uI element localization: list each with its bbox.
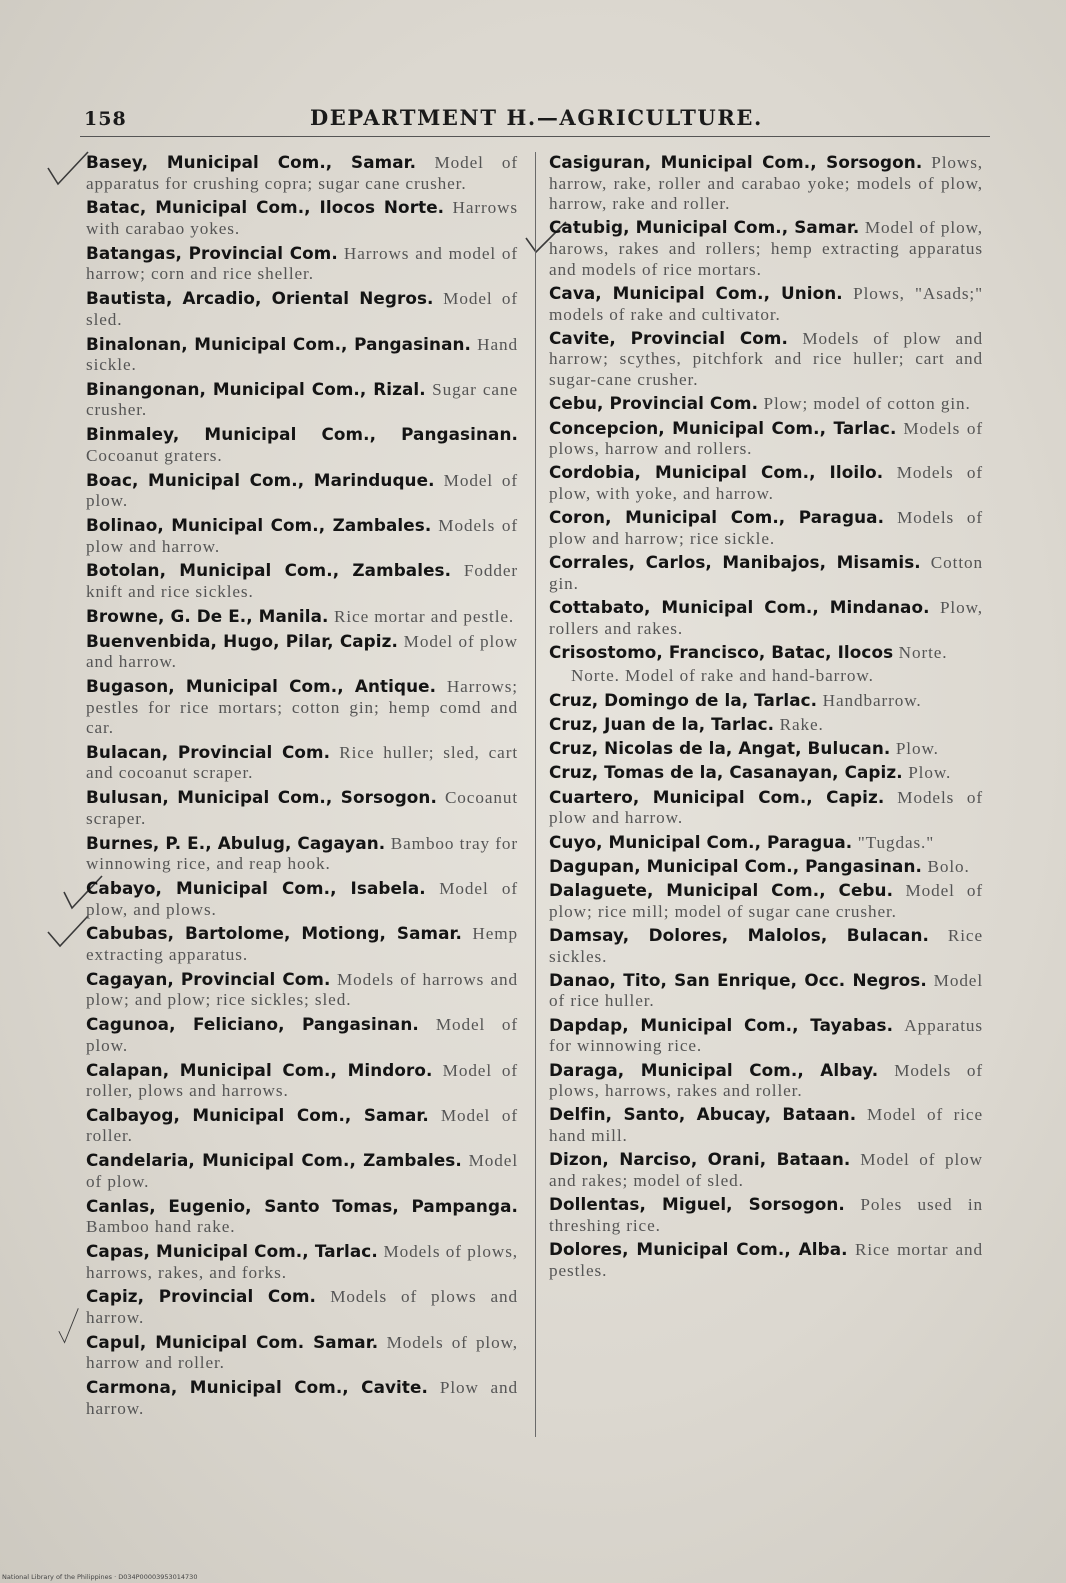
index-entry <box>86 787 518 829</box>
index-entry <box>549 1060 983 1102</box>
index-entry <box>86 334 518 376</box>
entry-exhibitor: Bulusan, Municipal Com., Sorsogon. <box>86 787 437 808</box>
entry-exhibitor: Coron, Municipal Com., Paragua. <box>549 507 885 528</box>
entry-exhibit-description: Models of plow, harrow and roller. <box>86 1332 518 1373</box>
index-entry <box>86 1150 518 1192</box>
entry-exhibitor: Concepcion, Municipal Com., Tarlac. <box>549 417 897 438</box>
index-entry <box>549 1194 983 1236</box>
entry-exhibit-description: Models of plow and harrow. <box>549 787 984 828</box>
handwritten-checkmark-icon <box>46 914 90 954</box>
entry-exhibitor: Corrales, Carlos, Manibajos, Misamis. <box>549 552 921 573</box>
entry-exhibitor: Boac, Municipal Com., Marinduque. <box>86 469 435 490</box>
entry-exhibit-description: Norte. Model of rake and hand-barrow. <box>571 666 874 686</box>
entry-exhibit-description: Bamboo tray for winnowing rice, and reap hook. <box>86 833 518 874</box>
index-entry <box>549 328 983 391</box>
entry-exhibitor: Binmaley, Municipal Com., Pangasinan. <box>86 424 518 445</box>
entry-exhibit-description: Model of roller. <box>86 1105 518 1146</box>
entry-exhibit-description: Hand sickle. <box>86 334 518 375</box>
index-entry <box>86 1196 518 1238</box>
entry-exhibit-description: Model of plow and rakes; model of sled. <box>549 1150 983 1190</box>
entry-exhibit-description: Norte. <box>898 642 948 662</box>
index-entry <box>549 552 983 594</box>
index-entry <box>86 969 518 1011</box>
entry-exhibitor: Cabubas, Bartolome, Motiong, Samar. <box>86 923 462 944</box>
entry-exhibitor: Candelaria, Municipal Com., Zambales. <box>86 1150 462 1171</box>
entry-exhibit-description: Models of plow and harrow; scythes, pitchfork and rice huller; cart and sugar-cane crusher. <box>549 328 983 389</box>
entry-exhibitor: Bulacan, Provincial Com. <box>86 741 331 762</box>
entry-exhibit-description: Models of plows, harrow and rollers. <box>549 418 983 459</box>
index-entry <box>549 418 983 460</box>
left-column <box>86 152 518 1423</box>
index-entry <box>549 714 983 736</box>
entry-exhibitor: Capiz, Provincial Com. <box>86 1286 317 1307</box>
entry-exhibit-description: Poles used in threshing rice. <box>549 1195 984 1235</box>
entry-exhibitor: Dollentas, Miguel, Sorsogon. <box>549 1194 845 1215</box>
entry-exhibitor: Carmona, Municipal Com., Cavite. <box>86 1377 428 1398</box>
entry-exhibitor: Cruz, Nicolas de la, Angat, Bulucan. <box>549 738 891 759</box>
entry-exhibitor: Dolores, Municipal Com., Alba. <box>549 1239 848 1260</box>
entry-exhibitor: Canlas, Eugenio, Santo Tomas, Pampanga. <box>86 1195 518 1216</box>
entry-exhibit-description: Plow, rollers and rakes. <box>549 598 983 638</box>
index-entry <box>86 1014 518 1056</box>
entry-exhibit-description: Model of plow; rice mill; model of sugar cane crusher. <box>549 881 984 921</box>
entry-exhibitor: Cottabato, Municipal Com., Mindanao. <box>549 597 930 618</box>
entry-exhibit-description: Cotton gin. <box>549 553 983 593</box>
entry-exhibit-description: Model of plow. <box>86 1015 518 1055</box>
entry-exhibit-description: Models of harrows and plow; and plow; rice sickles; sled. <box>86 969 518 1010</box>
index-entry <box>86 197 518 239</box>
entry-exhibit-description: Plow; model of cotton gin. <box>763 394 971 414</box>
index-entry <box>549 856 983 878</box>
index-entry <box>549 666 983 687</box>
entry-exhibit-description: Models of plows and harrow. <box>86 1287 518 1327</box>
index-entry <box>86 1286 518 1328</box>
page-number: 158 <box>84 108 127 130</box>
index-entry <box>86 676 518 739</box>
entry-exhibitor: Capas, Municipal Com., Tarlac. <box>86 1241 378 1261</box>
entry-exhibitor: Buenvenbida, Hugo, Pilar, Capiz. <box>86 630 398 651</box>
entry-exhibit-description: Model of rice hand mill. <box>549 1105 983 1146</box>
entry-exhibitor: Cabayo, Municipal Com., Isabela. <box>86 878 426 898</box>
index-entry <box>549 738 983 760</box>
entry-exhibitor: Cebu, Provincial Com. <box>549 393 759 414</box>
entry-exhibit-description: Harrows and model of harrow; corn and rice sheller. <box>86 243 518 284</box>
index-entry <box>86 152 518 194</box>
entry-exhibitor: Bolinao, Municipal Com., Zambales. <box>86 515 432 535</box>
entry-exhibitor: Binalonan, Municipal Com., Pangasinan. <box>86 333 472 354</box>
index-entry <box>549 642 983 664</box>
entry-exhibit-description: "Tugdas." <box>857 832 935 852</box>
entry-exhibit-description: Models of plow and harrow; rice sickle. <box>549 508 984 548</box>
right-column <box>549 152 983 1284</box>
entry-exhibitor: Browne, G. De E., Manila. <box>86 605 329 626</box>
index-entry <box>86 424 518 466</box>
entry-exhibitor: Cruz, Tomas de la, Casanayan, Capiz. <box>549 762 903 783</box>
index-entry <box>549 970 983 1012</box>
entry-exhibitor: Danao, Tito, San Enrique, Occ. Negros. <box>549 969 927 990</box>
entry-exhibitor: Cavite, Provincial Com. <box>549 327 788 348</box>
entry-exhibitor: Catubig, Municipal Com., Samar. <box>549 217 860 238</box>
index-entry <box>549 1239 983 1281</box>
entry-exhibit-description: Plow and harrow. <box>86 1378 518 1418</box>
entry-exhibitor: Batac, Municipal Com., Ilocos Norte. <box>86 197 445 218</box>
entry-exhibit-description: Models of plow and harrow. <box>86 516 519 556</box>
entry-exhibit-description: Model of apparatus for crushing copra; sugar cane crusher. <box>86 153 518 193</box>
entry-exhibit-description: Rice sickles. <box>549 925 983 966</box>
entry-exhibitor: Cruz, Domingo de la, Tarlac. <box>549 689 818 710</box>
index-entry <box>549 690 983 712</box>
entry-exhibit-description: Hemp extracting apparatus. <box>86 924 518 964</box>
index-entry <box>86 288 518 330</box>
index-entry <box>549 1149 983 1191</box>
handwritten-checkmark-icon <box>46 150 90 190</box>
entry-exhibit-description: Cocoanut scraper. <box>86 788 519 828</box>
column-divider <box>535 152 536 1437</box>
index-entry <box>86 515 518 557</box>
handwritten-checkmark-icon <box>46 1306 90 1346</box>
entry-exhibitor: Basey, Municipal Com., Samar. <box>86 152 417 172</box>
index-entry <box>549 507 983 549</box>
entry-exhibitor: Binangonan, Municipal Com., Rizal. <box>86 378 426 399</box>
index-entry <box>86 1060 518 1102</box>
index-entry <box>86 243 518 285</box>
index-entry <box>549 152 983 215</box>
entry-exhibit-description: Harrows; pestles for rice mortars; cotton gin; hemp comd and car. <box>86 676 518 738</box>
index-entry <box>549 597 983 639</box>
page-header <box>80 104 990 137</box>
index-entry <box>86 923 518 965</box>
entry-exhibitor: Cuartero, Municipal Com., Capiz. <box>549 786 885 807</box>
entry-exhibitor: Bugason, Municipal Com., Antique. <box>86 675 437 696</box>
entry-exhibitor: Dapdap, Municipal Com., Tayabas. <box>549 1014 894 1035</box>
entry-exhibit-description: Model of plow and harrow. <box>86 631 518 672</box>
entry-exhibit-description: Rice huller; sled, cart and cocoanut scraper. <box>86 742 518 783</box>
index-entry <box>86 631 518 673</box>
entry-exhibitor: Calbayog, Municipal Com., Samar. <box>86 1104 429 1125</box>
entry-exhibitor: Cruz, Juan de la, Tarlac. <box>549 713 775 734</box>
index-entry <box>86 833 518 875</box>
entry-exhibit-description: Cocoanut graters. <box>86 445 223 465</box>
index-entry <box>549 832 983 854</box>
index-entry <box>86 379 518 421</box>
entry-exhibitor: Burnes, P. E., Abulug, Cagayan. <box>86 832 386 853</box>
index-entry <box>549 1104 983 1146</box>
entry-exhibit-description: Model of plow, harows, rakes and rollers; hemp extracting apparatus and models of rice mortars. <box>549 218 983 279</box>
entry-exhibit-description: Models of plow, with yoke, and harrow. <box>549 463 983 504</box>
entry-exhibitor: Daraga, Municipal Com., Albay. <box>549 1059 879 1080</box>
entry-exhibitor: Cava, Municipal Com., Union. <box>549 282 843 303</box>
entry-exhibitor: Botolan, Municipal Com., Zambales. <box>86 560 452 581</box>
index-entry <box>549 925 983 967</box>
index-entry <box>86 1241 518 1283</box>
entry-exhibit-description: Plows, harrow, rake, roller and carabao yoke; models of plow, harrow, rake and roller. <box>549 153 984 214</box>
index-entry <box>86 560 518 602</box>
entry-exhibit-description: Sugar cane crusher. <box>86 379 518 420</box>
index-entry <box>549 880 983 922</box>
entry-exhibitor: Cagayan, Provincial Com. <box>86 968 331 989</box>
entry-exhibitor: Damsay, Dolores, Malolos, Bulacan. <box>549 924 929 945</box>
entry-exhibit-description: Handbarrow. <box>822 690 922 710</box>
index-entry <box>549 393 983 415</box>
entry-exhibitor: Capul, Municipal Com. Samar. <box>86 1331 379 1352</box>
footer-credit: National Library of the Philippines · D034P00003953014730 <box>2 1573 198 1581</box>
entry-exhibitor: Batangas, Provincial Com. <box>86 242 338 263</box>
index-entry <box>549 283 983 325</box>
entry-exhibit-description: Model of plow, and plows. <box>86 879 518 919</box>
index-entry <box>86 470 518 512</box>
index-entry <box>86 878 518 920</box>
entry-exhibit-description: Fodder knift and rice sickles. <box>86 561 518 601</box>
entry-exhibit-description: Plow. <box>895 739 939 759</box>
index-entry <box>549 1015 983 1057</box>
entry-exhibitor: Cordobia, Municipal Com., Iloilo. <box>549 462 884 483</box>
entry-exhibit-description: Rice mortar and pestles. <box>549 1240 983 1280</box>
entry-exhibit-description: Apparatus for winnowing rice. <box>549 1015 984 1056</box>
entry-exhibit-description: Bamboo hand rake. <box>86 1217 236 1237</box>
entry-exhibitor: Cuyo, Municipal Com., Paragua. <box>549 831 853 852</box>
entry-exhibitor: Dagupan, Municipal Com., Pangasinan. <box>549 855 922 876</box>
index-entry <box>86 606 518 628</box>
entry-exhibitor: Calapan, Municipal Com., Mindoro. <box>86 1059 433 1080</box>
entry-exhibit-description: Models of plows, harrows, rakes and roller. <box>549 1060 984 1101</box>
running-head: DEPARTMENT H.—AGRICULTURE. <box>310 105 763 130</box>
index-entry <box>549 787 983 829</box>
index-entry <box>549 217 983 280</box>
entry-exhibit-description: Model of plow. <box>86 1151 518 1191</box>
entry-exhibit-description: Bolo. <box>927 856 970 876</box>
index-entry <box>549 462 983 504</box>
index-entry <box>549 762 983 784</box>
entry-exhibit-description: Model of sled. <box>86 289 518 329</box>
entry-exhibitor: Crisostomo, Francisco, Batac, Ilocos <box>549 641 894 662</box>
index-entry <box>86 742 518 784</box>
index-entry <box>86 1105 518 1147</box>
entry-exhibit-description: Model of roller, plows and harrows. <box>86 1060 518 1101</box>
index-entry <box>86 1332 518 1374</box>
index-entry <box>86 1377 518 1419</box>
entry-exhibitor: Bautista, Arcadio, Oriental Negros. <box>86 288 434 309</box>
entry-exhibitor: Dizon, Narciso, Orani, Bataan. <box>549 1149 851 1170</box>
entry-exhibit-description: Rice mortar and pestle. <box>334 606 515 626</box>
entry-exhibit-description: Models of plows, harrows, rakes, and forks. <box>86 1242 518 1282</box>
entry-exhibit-description: Model of plow. <box>86 470 518 511</box>
entry-exhibit-description: Plows, "Asads;" models of rake and cultivator. <box>549 283 983 324</box>
entry-exhibitor: Dalaguete, Municipal Com., Cebu. <box>549 880 894 901</box>
entry-exhibit-description: Plow. <box>908 763 952 783</box>
entry-exhibit-description: Model of rice huller. <box>549 970 984 1011</box>
entry-exhibitor: Cagunoa, Feliciano, Pangasinan. <box>86 1014 419 1035</box>
entry-exhibitor: Casiguran, Municipal Com., Sorsogon. <box>549 152 923 172</box>
entry-exhibitor: Delfin, Santo, Abucay, Bataan. <box>549 1104 857 1125</box>
entry-exhibit-description: Harrows with carabao yokes. <box>86 198 518 238</box>
entry-exhibit-description: Rake. <box>779 714 824 734</box>
